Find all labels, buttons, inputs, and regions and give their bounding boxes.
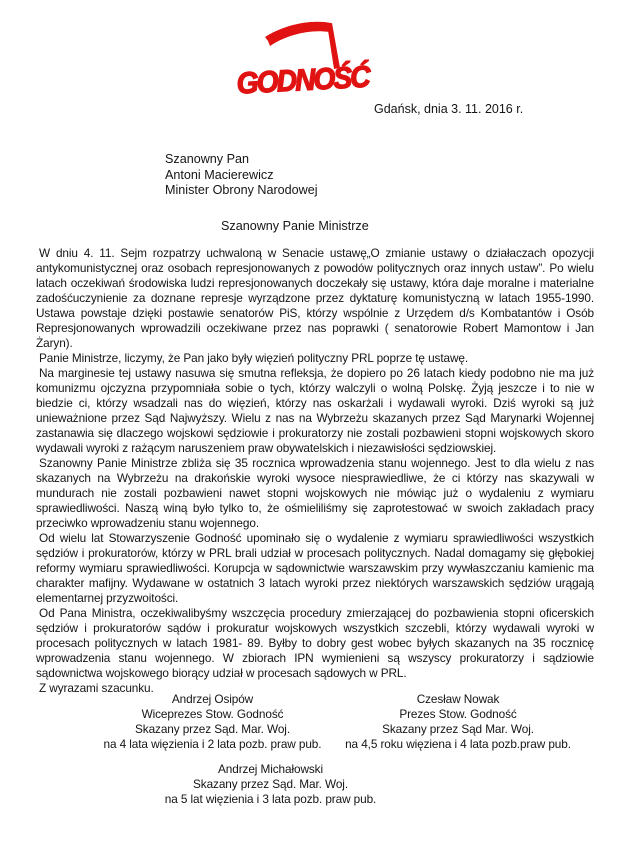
signatory-detail: na 4,5 roku więziena i 4 lata pozb.praw pub. [345, 737, 571, 751]
godnosc-logo [234, 16, 376, 102]
signatory-title: Prezes Stow. Godność [399, 707, 517, 721]
recipient-block [165, 152, 318, 199]
closing-line: Z wyrazami szacunku. [39, 681, 154, 695]
signature-block-center [98, 762, 443, 807]
signatory-detail: Skazany przez Sąd. Mar. Woj. [135, 722, 290, 736]
signature-block-right [328, 692, 588, 752]
letter-paragraph: Na marginesie tej ustawy nasuwa się smutna refleksja, że dopiero po 26 latach kiedy podobno nie ma już komunizmu ojczyzna przypomniała sobie o tych, którzy walczyli o wolną Polskę. Żyją jeszcze i to nie w biedzie ci, którzy wsadzali nas do więzień, którzy nas oskarżali i wydawali wyroki. Dziś wyroki są już unieważnione przez Sąd Najwyższy. Wielu z nas na Wybrzeżu skazanych przez Sąd Marynarki Wojennej zastanawia się dlaczego wojskowi sędziowie i prokuratorzy nie zostali pozbawieni stopni wojskowych skoro wydawali wyroki z rażącym naruszeniem praw obywatelskich i niezawisłości sędziowskiej. [36, 366, 594, 455]
salutation: Szanowny Panie Ministrze [221, 219, 369, 233]
signatory-name: Andrzej Osipów [171, 692, 254, 706]
signatory-title: Wiceprezes Stow. Godność [141, 707, 284, 721]
dateline: Gdańsk, dnia 3. 11. 2016 r. [374, 102, 524, 116]
letter-paragraph: Panie Ministrze, liczymy, że Pan jako były więzień polityczny PRL poprze tę ustawę. [39, 351, 469, 365]
letter-body [36, 246, 594, 696]
flag-icon [265, 22, 331, 46]
recipient-line: Minister Obrony Narodowej [165, 183, 318, 197]
signatory-detail: na 4 lata więzienia i 2 lata pozb. praw pub. [103, 737, 322, 751]
letter-paragraph: Od Pana Ministra, oczekiwalibyśmy wszczęcia procedury zmierzającej do pozbawienia stopni oficerskich sędziów i prokuratorów sądów i prokuratur wojskowych wszystkich szczebli, którzy wydawali wyroki w procesach politycznych w latach 1981- 89. Byłby to dobry gest wobec byłych skazanych na 35 rocznicę wprowadzenia stanu wojennego. W zbiorach IPN wymienieni są wszyscy prokuratorzy i sądziowie sądownictwa wojskowego biorący udział w procesach sądowych w PRL. [36, 606, 594, 680]
signatory-detail: Skazany przez Sąd Mar. Woj. [382, 722, 534, 736]
signatory-name: Czesław Nowak [416, 692, 500, 706]
signature-block-left [55, 692, 370, 752]
letter-paragraph: W dniu 4. 11. Sejm rozpatrzy uchwaloną w Senacie ustawę„O zmianie ustawy o działaczach opozycji antykomunistycznej oraz osobach represjonowanych z powodów politycznych oraz innych ustaw”. Po wielu latach oczekiwań środowiska ludzi represjonowanych doczekały się ustawy, która daje moralne i materialne zadośćuczynienie za doznane represje wyrządzone przez dyktaturę komunistyczną w latach 1955-1990. Ustawa powstaje dzięki postawie senatorów PiS, którzy wspólnie z Urzędem d/s Kombatantów i Osób Represjonowanych wprowadzili oczekiwane przez nas poprawki ( senatorowie Robert Mamontow i Jan Żaryn). [36, 246, 594, 350]
logo-wordmark: GODNOŚĆ [235, 60, 376, 101]
letter-paragraph: Od wielu lat Stowarzyszenie Godność upominało się o wydalenie z wymiaru sprawiedliwości wszystkich sędziów i prokuratorów, którzy w PRL brali udział w procesach politycznych. Nadal domagamy się głębokiej reformy wymiaru sprawiedliwości. Korupcja w sądownictwie warszawskim przy wywłaszczaniu kamienic ma charakter mafijny. Wydawane w ostatnich 3 latach wyroki przez niektórych warszawskich sędziów urągają elementarnej przyzwoitości. [36, 531, 594, 605]
letter-paragraph: Szanowny Panie Ministrze zbliża się 35 rocznica wprowadzenia stanu wojennego. Jest to dla wielu z nas skazanych na Wybrzeżu na drakońskie wyroki wysoce niesprawiedliwe, że ci którzy nas skazywali w mundurach nie zostali pozbawieni nawet stopni wojskowych nie mówiąc już o wydaleniu z wymiaru sprawiedliwości. Naszą winą było tylko to, że ośmieliliśmy się zaprotestować w swoich zakładach pracy przeciwko wprowadzeniu stanu wojennego. [36, 456, 594, 530]
recipient-line: Szanowny Pan [165, 152, 250, 166]
signatory-detail: na 5 lat więzienia i 3 lata pozb. praw pub. [164, 792, 377, 806]
signatory-detail: Skazany przez Sąd. Mar. Woj. [193, 777, 348, 791]
godnosc-logo-graphic [234, 16, 376, 102]
signatory-name: Andrzej Michałowski [218, 762, 323, 776]
recipient-line: Antoni Macierewicz [165, 167, 274, 182]
